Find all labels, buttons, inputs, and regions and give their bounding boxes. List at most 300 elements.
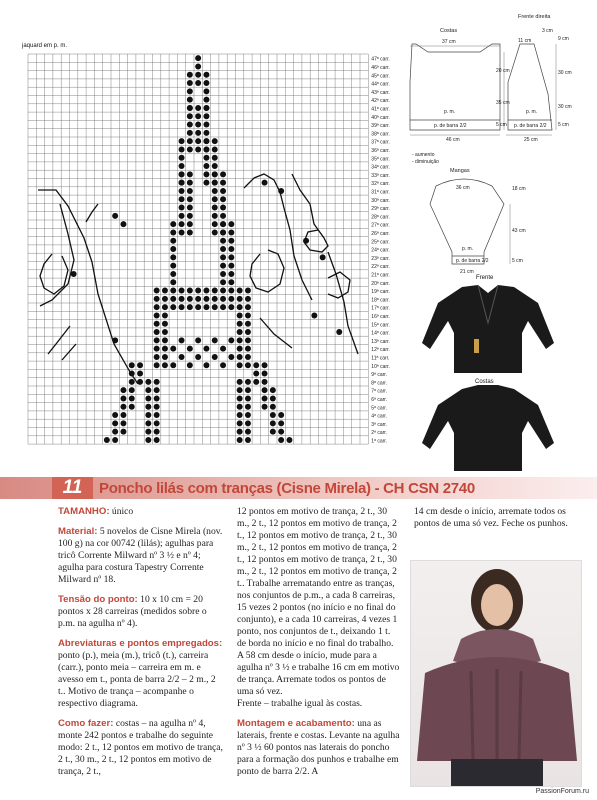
filled-stitch — [203, 122, 209, 128]
filled-stitch — [278, 429, 284, 435]
filled-stitch — [203, 72, 209, 78]
row-label: 32ª carr. — [371, 181, 390, 188]
filled-stitch — [179, 288, 185, 294]
sleeve-top-measure: 36 cm — [456, 185, 470, 191]
row-label: 34ª carr. — [371, 164, 390, 171]
filled-stitch — [203, 296, 209, 302]
filled-stitch — [220, 171, 226, 177]
front-bottom-measure: 25 cm — [524, 137, 538, 143]
filled-stitch — [195, 130, 201, 136]
gauge-text: 10 x 10 cm = 20 pontos x 28 carreiras (medidos sobre o p.m. na agulha nº 4). — [58, 594, 207, 629]
filled-stitch — [179, 180, 185, 186]
filled-stitch — [237, 312, 243, 318]
filled-stitch — [203, 288, 209, 294]
filled-stitch — [154, 395, 160, 401]
filled-stitch — [179, 171, 185, 177]
filled-stitch — [170, 263, 176, 269]
filled-stitch — [245, 362, 251, 368]
row-label: 8ª carr. — [371, 380, 388, 387]
row-label: 16ª carr. — [371, 314, 390, 320]
filled-stitch — [179, 304, 185, 310]
front-label: Frente direita — [518, 14, 551, 20]
filled-stitch — [187, 288, 193, 294]
filled-stitch — [245, 346, 251, 352]
filled-stitch — [262, 180, 268, 186]
filled-stitch — [286, 437, 292, 443]
filled-stitch — [228, 288, 234, 294]
sleeve-rib-label: p. de barra 2/2 — [456, 258, 489, 264]
filled-stitch — [195, 146, 201, 152]
filled-stitch — [187, 105, 193, 111]
row-label: 41ª carr. — [371, 106, 390, 113]
filled-stitch — [228, 229, 234, 235]
row-label: 9ª carr. — [371, 372, 388, 379]
filled-stitch — [237, 429, 243, 435]
row-label: 27ª carr. — [371, 222, 390, 229]
filled-stitch — [203, 346, 209, 352]
row-label: 25ª carr. — [371, 239, 390, 246]
filled-stitch — [237, 387, 243, 393]
filled-stitch — [203, 113, 209, 119]
row-label: 7ª carr. — [371, 388, 388, 395]
filled-stitch — [212, 163, 218, 169]
filled-stitch — [245, 354, 251, 360]
filled-stitch — [220, 263, 226, 269]
filled-stitch — [170, 254, 176, 260]
row-label: 45ª carr. — [371, 73, 390, 80]
filled-stitch — [195, 63, 201, 69]
back-top-measure: 37 cm — [442, 39, 456, 45]
filled-stitch — [203, 105, 209, 111]
pattern-title: Poncho lilás com tranças (Cisne Mirela) - CH CSN 2740 — [99, 480, 475, 497]
filled-stitch — [270, 395, 276, 401]
filled-stitch — [220, 279, 226, 285]
filled-stitch — [162, 296, 168, 302]
row-label: 46ª carr. — [371, 65, 390, 71]
filled-stitch — [220, 238, 226, 244]
filled-stitch — [237, 304, 243, 310]
pattern-schematic — [400, 14, 592, 277]
sleeve-height-5: 5 cm — [512, 258, 523, 264]
filled-stitch — [170, 346, 176, 352]
filled-stitch — [170, 246, 176, 252]
filled-stitch — [162, 362, 168, 368]
back-outline — [410, 44, 500, 130]
legend-increase: - aumento — [412, 152, 435, 158]
filled-stitch — [179, 296, 185, 302]
filled-stitch — [253, 362, 259, 368]
filled-stitch — [162, 329, 168, 335]
row-label: 18ª carr. — [371, 297, 390, 304]
filled-stitch — [237, 379, 243, 385]
filled-stitch — [120, 221, 126, 227]
filled-stitch — [278, 412, 284, 418]
filled-stitch — [212, 205, 218, 211]
filled-stitch — [203, 80, 209, 86]
sleeve-bottom-measure: 21 cm — [460, 269, 474, 275]
filled-stitch — [237, 329, 243, 335]
filled-stitch — [187, 113, 193, 119]
filled-stitch — [187, 188, 193, 194]
filled-stitch — [179, 138, 185, 144]
filled-stitch — [154, 346, 160, 352]
filled-stitch — [187, 362, 193, 368]
row-label: 5ª carr. — [371, 405, 388, 412]
filled-stitch — [245, 329, 251, 335]
filled-stitch — [112, 437, 118, 443]
filled-stitch — [187, 146, 193, 152]
filled-stitch — [220, 196, 226, 202]
row-label: 36ª carr. — [371, 148, 390, 154]
filled-stitch — [220, 254, 226, 260]
filled-stitch — [270, 404, 276, 410]
jacquard-chart — [28, 54, 398, 454]
chart-filled-cells — [71, 55, 343, 443]
filled-stitch — [170, 238, 176, 244]
filled-stitch — [220, 346, 226, 352]
filled-stitch — [145, 429, 151, 435]
filled-stitch — [137, 371, 143, 377]
filled-stitch — [212, 229, 218, 235]
filled-stitch — [245, 404, 251, 410]
filled-stitch — [228, 354, 234, 360]
sleeves-label: Mangas — [450, 168, 470, 174]
filled-stitch — [195, 113, 201, 119]
filled-stitch — [245, 412, 251, 418]
row-label: 24ª carr. — [371, 247, 390, 254]
row-label: 20ª carr. — [371, 280, 390, 287]
filled-stitch — [245, 379, 251, 385]
filled-stitch — [154, 437, 160, 443]
back-height-5: 5 cm — [496, 122, 507, 128]
filled-stitch — [170, 271, 176, 277]
filled-stitch — [112, 412, 118, 418]
back-pm-label: p. m. — [444, 109, 456, 115]
filled-stitch — [212, 171, 218, 177]
front-height-30b: 30 cm — [558, 104, 572, 110]
front-sweater-illustration — [418, 283, 558, 378]
filled-stitch — [154, 337, 160, 343]
filled-stitch — [245, 387, 251, 393]
row-label: 15ª carr. — [371, 322, 390, 329]
filled-stitch — [187, 97, 193, 103]
back-instructions: 12 pontos em motivo de trança, 2 t., 30 m., 2 t., 12 pontos em motivo de trança, 2 t., 12 pontos em motivo de trança, 2 t., 30 m., 2 t., 12 pontos em motivo de trança, 2 t., 12 pontos em motivo de trança, 2 t., 30 m., 2 t., 12 pontos em motivo de trança, 2 t.. Trabalhe arrematando entre as tranças, nos conjuntos de p.m., a cada 8 carreiras, 15 vezes 2 pontos (no início e no final do conjunto), e a cada 10 carreiras, 4 vezes 1 ponto, nos conjuntos de t., deixando 1 t. de borda no início e no final do trabalho. A 58 cm desde o início, mude para a agulha nº 3 ½ e trabalhe 16 cm em motivo de trança. Arremate todos os pontos de uma só vez. — [237, 506, 400, 697]
filled-stitch — [129, 379, 135, 385]
filled-stitch — [237, 321, 243, 327]
back-rib-label: p. de barra 2/2 — [434, 123, 467, 129]
filled-stitch — [336, 329, 342, 335]
filled-stitch — [228, 296, 234, 302]
back-bottom-measure: 46 cm — [446, 137, 460, 143]
filled-stitch — [203, 304, 209, 310]
front-instructions: Frente – trabalhe igual às costas. — [237, 698, 363, 709]
filled-stitch — [195, 105, 201, 111]
filled-stitch — [245, 337, 251, 343]
filled-stitch — [154, 420, 160, 426]
filled-stitch — [212, 188, 218, 194]
filled-stitch — [245, 312, 251, 318]
filled-stitch — [154, 329, 160, 335]
filled-stitch — [237, 362, 243, 368]
filled-stitch — [145, 404, 151, 410]
front-illustration-label: Frente — [476, 275, 494, 281]
filled-stitch — [179, 205, 185, 211]
row-label: 2ª carr. — [371, 430, 388, 437]
filled-stitch — [203, 97, 209, 103]
filled-stitch — [237, 296, 243, 302]
filled-stitch — [170, 229, 176, 235]
row-labels — [371, 57, 390, 445]
filled-stitch — [154, 354, 160, 360]
filled-stitch — [162, 304, 168, 310]
filled-stitch — [220, 213, 226, 219]
filled-stitch — [145, 395, 151, 401]
filled-stitch — [262, 395, 268, 401]
filled-stitch — [220, 221, 226, 227]
filled-stitch — [129, 387, 135, 393]
filled-stitch — [220, 288, 226, 294]
filled-stitch — [170, 288, 176, 294]
filled-stitch — [195, 288, 201, 294]
filled-stitch — [195, 138, 201, 144]
filled-stitch — [154, 296, 160, 302]
row-label: 39ª carr. — [371, 123, 390, 130]
filled-stitch — [179, 188, 185, 194]
filled-stitch — [145, 437, 151, 443]
filled-stitch — [237, 420, 243, 426]
back-sweater-illustration — [418, 385, 558, 475]
filled-stitch — [278, 437, 284, 443]
filled-stitch — [253, 371, 259, 377]
material-text: 5 novelos de Cisne Mirela (nov. 100 g) na cor 00742 (lilás); agulhas para tricô Corrente Milward nº 3 ½ e nº 4; agulha para costura Tapestry Corrente Milward nº 18. — [58, 526, 223, 585]
filled-stitch — [220, 205, 226, 211]
filled-stitch — [245, 304, 251, 310]
back-label: Costas — [440, 28, 458, 34]
size-text: único — [109, 506, 134, 517]
filled-stitch — [170, 279, 176, 285]
filled-stitch — [228, 221, 234, 227]
row-label: 11ª carr. — [371, 355, 390, 362]
filled-stitch — [262, 387, 268, 393]
filled-stitch — [245, 296, 251, 302]
filled-stitch — [203, 138, 209, 144]
filled-stitch — [253, 379, 259, 385]
instructions-column-2 — [237, 506, 401, 786]
abbreviations-heading: Abreviaturas e pontos empregados: — [58, 638, 223, 649]
filled-stitch — [237, 412, 243, 418]
row-label: 31ª carr. — [371, 189, 390, 196]
filled-stitch — [129, 395, 135, 401]
filled-stitch — [212, 304, 218, 310]
filled-stitch — [145, 412, 151, 418]
filled-stitch — [245, 420, 251, 426]
filled-stitch — [245, 395, 251, 401]
row-label: 14ª carr. — [371, 330, 390, 337]
filled-stitch — [220, 271, 226, 277]
filled-stitch — [187, 296, 193, 302]
filled-stitch — [187, 221, 193, 227]
filled-stitch — [154, 404, 160, 410]
legend-decrease: - diminuição — [412, 159, 439, 165]
filled-stitch — [120, 429, 126, 435]
filled-stitch — [195, 304, 201, 310]
sleeve-height-18: 18 cm — [512, 186, 526, 192]
filled-stitch — [170, 296, 176, 302]
filled-stitch — [220, 246, 226, 252]
row-label: 21ª carr. — [371, 272, 390, 279]
filled-stitch — [195, 55, 201, 61]
filled-stitch — [203, 180, 209, 186]
filled-stitch — [220, 296, 226, 302]
pattern-number: 11 — [52, 477, 93, 499]
filled-stitch — [278, 420, 284, 426]
filled-stitch — [120, 412, 126, 418]
filled-stitch — [179, 196, 185, 202]
filled-stitch — [220, 304, 226, 310]
filled-stitch — [112, 213, 118, 219]
front-height-9: 9 cm — [558, 36, 569, 42]
row-label: 1ª carr. — [371, 438, 388, 445]
filled-stitch — [203, 130, 209, 136]
watermark: PassionForum.ru — [535, 788, 589, 795]
assembly-text: una as laterais, frente e costas. Levante na agulha nº 3 ½ 60 pontos nas laterais do poncho para a formação dos punhos e trabalhe em ponto de barra 2/2. A — [237, 718, 400, 777]
filled-stitch — [120, 420, 126, 426]
row-label: 13ª carr. — [371, 338, 390, 345]
filled-stitch — [187, 130, 193, 136]
filled-stitch — [154, 288, 160, 294]
filled-stitch — [212, 296, 218, 302]
filled-stitch — [228, 246, 234, 252]
filled-stitch — [162, 354, 168, 360]
filled-stitch — [179, 221, 185, 227]
front-rib-label: p. de barra 2/2 — [514, 123, 547, 129]
filled-stitch — [228, 279, 234, 285]
filled-stitch — [187, 205, 193, 211]
row-label: 35ª carr. — [371, 156, 390, 163]
instructions-column-3 — [414, 506, 574, 538]
filled-stitch — [237, 346, 243, 352]
filled-stitch — [195, 72, 201, 78]
instructions-column-1 — [58, 506, 224, 786]
filled-stitch — [170, 221, 176, 227]
filled-stitch — [220, 362, 226, 368]
filled-stitch — [195, 337, 201, 343]
left-branch-stroke — [40, 204, 74, 306]
filled-stitch — [187, 346, 193, 352]
row-label: 26ª carr. — [371, 231, 390, 237]
filled-stitch — [245, 321, 251, 327]
filled-stitch — [179, 155, 185, 161]
filled-stitch — [154, 362, 160, 368]
filled-stitch — [179, 229, 185, 235]
front-height-30: 30 cm — [558, 70, 572, 76]
filled-stitch — [170, 362, 176, 368]
filled-stitch — [270, 429, 276, 435]
front-pm-label: p. m. — [526, 109, 538, 115]
cuff-instructions: 14 cm desde o início, arremate todos os pontos de uma só vez. Feche os punhos. — [414, 506, 568, 529]
row-label: 42ª carr. — [371, 98, 390, 105]
filled-stitch — [237, 354, 243, 360]
filled-stitch — [203, 171, 209, 177]
filled-stitch — [195, 296, 201, 302]
how-to-heading: Como fazer: — [58, 718, 114, 729]
filled-stitch — [162, 288, 168, 294]
filled-stitch — [311, 312, 317, 318]
model-photo — [410, 560, 582, 787]
filled-stitch — [187, 229, 193, 235]
filled-stitch — [203, 163, 209, 169]
filled-stitch — [237, 288, 243, 294]
filled-stitch — [137, 362, 143, 368]
front-height-5: 5 cm — [558, 122, 569, 128]
filled-stitch — [212, 288, 218, 294]
row-label: 23ª carr. — [371, 255, 390, 262]
filled-stitch — [270, 412, 276, 418]
filled-stitch — [220, 180, 226, 186]
assembly-heading: Montagem e acabamento: — [237, 718, 355, 729]
filled-stitch — [112, 420, 118, 426]
row-label: 38ª carr. — [371, 131, 390, 138]
filled-stitch — [154, 412, 160, 418]
sleeve-height: 43 cm — [512, 228, 526, 234]
filled-stitch — [154, 429, 160, 435]
filled-stitch — [195, 354, 201, 360]
filled-stitch — [170, 304, 176, 310]
filled-stitch — [179, 163, 185, 169]
filled-stitch — [228, 271, 234, 277]
filled-stitch — [228, 337, 234, 343]
row-label: 44ª carr. — [371, 81, 390, 88]
filled-stitch — [237, 337, 243, 343]
filled-stitch — [203, 88, 209, 94]
filled-stitch — [154, 304, 160, 310]
filled-stitch — [187, 138, 193, 144]
filled-stitch — [237, 437, 243, 443]
filled-stitch — [187, 122, 193, 128]
right-curl-stroke — [250, 250, 284, 292]
chart-label: jaquard em p. m. — [22, 43, 68, 49]
filled-stitch — [212, 138, 218, 144]
filled-stitch — [245, 429, 251, 435]
row-label: 3ª carr. — [371, 421, 388, 428]
filled-stitch — [228, 263, 234, 269]
row-label: 40ª carr. — [371, 114, 390, 121]
filled-stitch — [187, 304, 193, 310]
filled-stitch — [195, 122, 201, 128]
filled-stitch — [145, 387, 151, 393]
filled-stitch — [187, 88, 193, 94]
filled-stitch — [237, 395, 243, 401]
row-label: 37ª carr. — [371, 139, 390, 146]
filled-stitch — [154, 312, 160, 318]
filled-stitch — [179, 213, 185, 219]
filled-stitch — [212, 354, 218, 360]
filled-stitch — [220, 188, 226, 194]
row-label: 4ª carr. — [371, 413, 388, 420]
filled-stitch — [120, 395, 126, 401]
row-label: 30ª carr. — [371, 197, 390, 204]
front-top-measure: 11 cm — [518, 38, 532, 44]
filled-stitch — [245, 288, 251, 294]
filled-stitch — [212, 213, 218, 219]
filled-stitch — [262, 362, 268, 368]
filled-stitch — [212, 196, 218, 202]
filled-stitch — [212, 337, 218, 343]
filled-stitch — [187, 80, 193, 86]
filled-stitch — [237, 404, 243, 410]
filled-stitch — [162, 321, 168, 327]
filled-stitch — [228, 304, 234, 310]
